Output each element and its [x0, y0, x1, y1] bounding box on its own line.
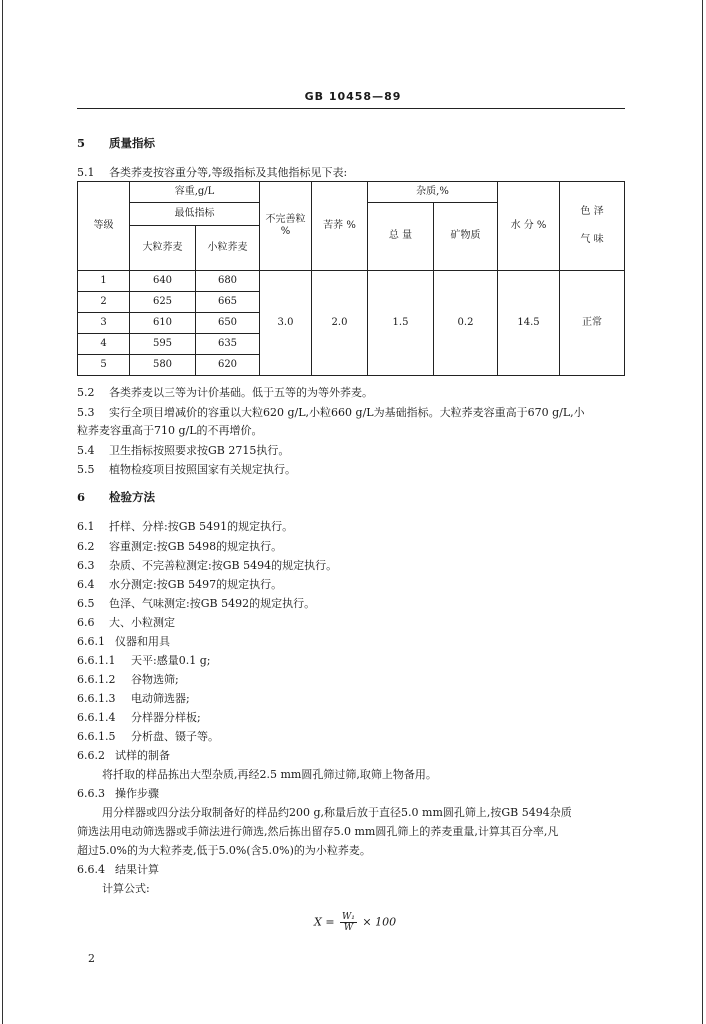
cell-color-smell: 正常 — [560, 271, 625, 376]
clause-text: 仪器和用具 — [115, 635, 170, 648]
clause-number: 6.6.1.5 — [77, 730, 116, 743]
clause-text: 扦样、分样:按GB 5491的规定执行。 — [109, 520, 294, 533]
clause-text: 分样器分样板; — [131, 711, 201, 724]
formula-fraction — [340, 912, 357, 933]
clause-text: 植物检疫项目按照国家有关规定执行。 — [109, 463, 296, 476]
clause-5-3-cont — [77, 422, 263, 438]
clause-6-1 — [77, 518, 293, 534]
th-smell: 气 味 — [580, 234, 604, 245]
section-number: 5 — [77, 136, 86, 150]
clause-text: 分析盘、镊子等。 — [131, 730, 219, 743]
clause-text: 谷物选筛; — [131, 673, 179, 686]
clause-5-4 — [77, 442, 289, 458]
clause-6-6-3 — [77, 785, 159, 801]
clause-number: 6.6.1.1 — [77, 654, 116, 667]
clause-6-3 — [77, 557, 337, 573]
clause-6-5 — [77, 595, 315, 611]
th-small: 小粒荞麦 — [196, 226, 260, 271]
cell-small: 650 — [196, 313, 260, 334]
clause-number: 6.6.1.2 — [77, 673, 116, 686]
scan-left-edge — [2, 0, 3, 1024]
clause-number: 6.4 — [77, 578, 95, 591]
cell-moisture: 14.5 — [498, 271, 560, 376]
cell-bitter: 2.0 — [312, 271, 368, 376]
th-color: 色 泽 — [580, 205, 604, 217]
clause-number: 5.5 — [77, 463, 95, 476]
section-title: 质量指标 — [109, 136, 155, 150]
page-number: 2 — [88, 952, 95, 965]
cell-large: 595 — [130, 334, 196, 355]
clause-text: 粒荞麦容重高于710 g/L的不再增价。 — [77, 424, 263, 437]
cell-large: 580 — [130, 355, 196, 376]
cell-grade: 3 — [78, 313, 130, 334]
section-title: 检验方法 — [109, 490, 155, 504]
clause-6-6 — [77, 614, 175, 630]
th-min: 最低指标 — [130, 203, 260, 226]
th-density: 容重,g/L — [130, 182, 260, 203]
clause-6-6-2 — [77, 747, 170, 763]
cell-large: 625 — [130, 292, 196, 313]
clause-5-2 — [77, 384, 373, 400]
sample-prep-paragraph: 将扦取的样品拣出大型杂质,再经2.5 mm圆孔筛过筛,取筛上物备用。 — [102, 768, 437, 781]
cell-imperfect: 3.0 — [260, 271, 312, 376]
clause-number: 5.1 — [77, 166, 95, 179]
th-bitter: 苦荞 % — [312, 182, 368, 271]
clause-number: 6.6 — [77, 616, 95, 629]
cell-impurity-total: 1.5 — [368, 271, 434, 376]
clause-number: 6.1 — [77, 520, 95, 533]
steps-line-1: 用分样器或四分法分取制备好的样品约200 g,称量后放于直径5.0 mm圆孔筛上,按GB 5494杂质 — [102, 806, 572, 819]
section-number: 6 — [77, 490, 86, 504]
th-total: 总 量 — [368, 203, 434, 271]
standard-code-header: GB 10458—89 — [304, 90, 402, 103]
clause-6-4 — [77, 576, 282, 592]
th-impurity: 杂质,% — [368, 182, 498, 203]
clause-number: 6.5 — [77, 597, 95, 610]
cell-small: 635 — [196, 334, 260, 355]
cell-grade: 1 — [78, 271, 130, 292]
formula — [314, 912, 396, 933]
th-color-smell — [560, 182, 625, 271]
section-6-heading — [77, 489, 155, 505]
header-rule — [77, 108, 625, 109]
clause-6-6-1 — [77, 633, 170, 649]
cell-mineral: 0.2 — [434, 271, 498, 376]
th-mineral: 矿物质 — [434, 203, 498, 271]
cell-small: 680 — [196, 271, 260, 292]
cell-large: 640 — [130, 271, 196, 292]
clause-number: 6.6.4 — [77, 863, 105, 876]
clause-text: 色泽、气味测定:按GB 5492的规定执行。 — [109, 597, 316, 610]
th-moisture: 水 分 % — [498, 182, 560, 271]
scan-right-edge — [702, 0, 703, 1024]
formula-numerator: W₁ — [342, 912, 355, 922]
formula-denominator: W — [343, 923, 354, 933]
clause-5-3 — [77, 404, 585, 420]
cell-grade: 4 — [78, 334, 130, 355]
clause-6-6-1-3 — [77, 690, 190, 706]
clause-number: 6.2 — [77, 540, 95, 553]
cell-small: 665 — [196, 292, 260, 313]
clause-6-6-1-5 — [77, 728, 219, 744]
clause-text: 杂质、不完善粒测定:按GB 5494的规定执行。 — [109, 559, 338, 572]
clause-text: 各类荞麦按容重分等,等级指标及其他指标见下表: — [109, 166, 348, 179]
th-large: 大粒荞麦 — [130, 226, 196, 271]
clause-text: 天平:感量0.1 g; — [131, 654, 211, 667]
clause-text: 大、小粒测定 — [109, 616, 175, 629]
clause-number: 5.2 — [77, 386, 95, 399]
clause-text: 结果计算 — [115, 863, 159, 876]
cell-grade: 5 — [78, 355, 130, 376]
clause-5-5 — [77, 461, 296, 477]
th-imperfect: 不完善粒 % — [260, 182, 312, 271]
clause-6-6-1-4 — [77, 709, 201, 725]
clause-number: 6.3 — [77, 559, 95, 572]
steps-line-3: 超过5.0%的为大粒荞麦,低于5.0%(含5.0%)的为小粒荞麦。 — [77, 844, 371, 857]
clause-text: 卫生指标按照要求按GB 2715执行。 — [109, 444, 290, 457]
clause-number: 5.4 — [77, 444, 95, 457]
clause-number: 6.6.1.3 — [77, 692, 116, 705]
section-5-heading — [77, 135, 155, 151]
clause-text: 试样的制备 — [115, 749, 170, 762]
clause-text: 实行全项目增减价的容重以大粒620 g/L,小粒660 g/L为基础指标。大粒荞麦容重高于670 g/L,小 — [109, 406, 585, 419]
clause-number: 6.6.2 — [77, 749, 105, 762]
clause-6-6-4 — [77, 861, 159, 877]
clause-5-1 — [77, 164, 347, 180]
clause-number: 5.3 — [77, 406, 95, 419]
cell-grade: 2 — [78, 292, 130, 313]
clause-text: 水分测定:按GB 5497的规定执行。 — [109, 578, 283, 591]
th-grade: 等级 — [78, 182, 130, 271]
clause-number: 6.6.1 — [77, 635, 105, 648]
formula-rhs: × 100 — [362, 915, 397, 929]
cell-small: 620 — [196, 355, 260, 376]
formula-lhs: X = — [314, 915, 335, 929]
grade-table — [77, 181, 625, 376]
table-row — [78, 271, 625, 292]
clause-6-6-1-2 — [77, 671, 179, 687]
formula-intro: 计算公式: — [102, 882, 150, 895]
clause-number: 6.6.3 — [77, 787, 105, 800]
clause-text: 各类荞麦以三等为计价基础。低于五等的为等外荞麦。 — [109, 386, 373, 399]
clause-text: 容重测定:按GB 5498的规定执行。 — [109, 540, 283, 553]
clause-text: 操作步骤 — [115, 787, 159, 800]
clause-number: 6.6.1.4 — [77, 711, 116, 724]
cell-large: 610 — [130, 313, 196, 334]
clause-6-2 — [77, 538, 282, 554]
clause-text: 电动筛选器; — [131, 692, 190, 705]
clause-6-6-1-1 — [77, 652, 210, 668]
steps-line-2: 筛选法用电动筛选器或手筛法进行筛选,然后拣出留存5.0 mm圆孔筛上的荞麦重量,计算其百分率,凡 — [77, 825, 559, 838]
